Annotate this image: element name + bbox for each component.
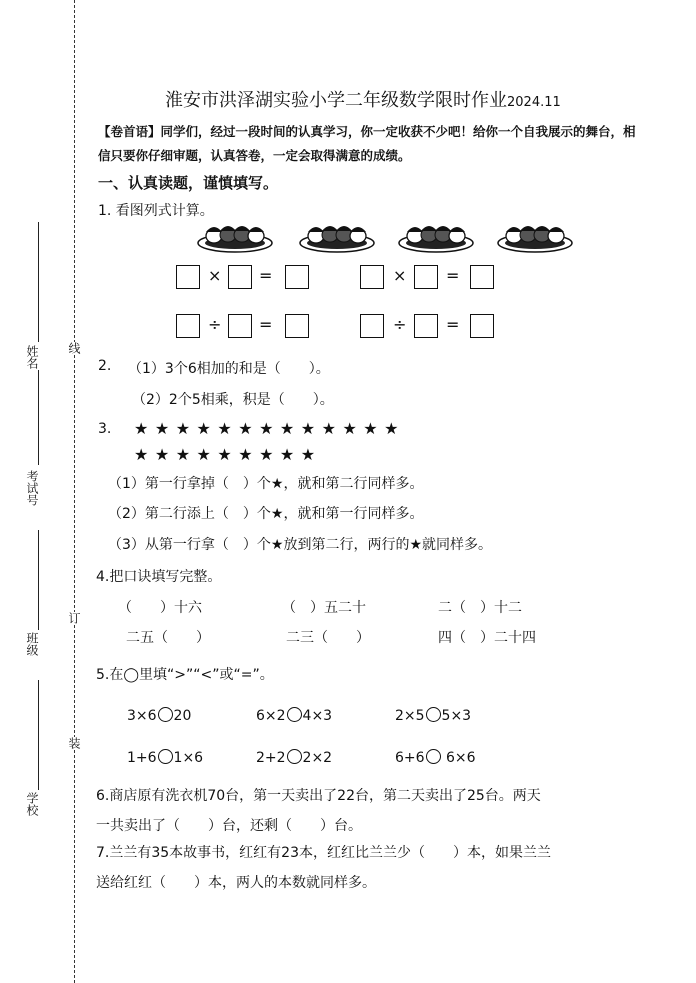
compare-right: 1×6 (173, 750, 204, 766)
rhyme-item: 四（ ）二十四 (438, 630, 536, 646)
compare-circle[interactable] (426, 749, 441, 764)
rhyme-item: （ ）五二十 (282, 600, 366, 616)
q1-prompt: 1. 看图列式计算。 (98, 203, 214, 219)
class-label: 班级 (25, 632, 39, 656)
answer-box[interactable] (176, 314, 200, 338)
dumpling-plate-icon (298, 220, 376, 254)
cut-mark-bind: 装 (67, 737, 81, 749)
rhyme-item: （ ）十六 (118, 600, 202, 616)
compare-circle[interactable] (287, 707, 302, 722)
answer-box[interactable] (285, 314, 309, 338)
compare-circle[interactable] (158, 749, 173, 764)
school-label: 学校 (25, 792, 39, 816)
compare-right: 4×3 (302, 708, 333, 724)
rhyme-item: 二三（ ） (286, 630, 370, 646)
dumpling-plate-icon (496, 220, 574, 254)
compare-left: 2+2 (256, 750, 286, 766)
compare-right: 5×3 (441, 708, 472, 724)
class-fill-line (38, 530, 39, 630)
dumpling-plate-icon (196, 220, 274, 254)
q7-line1: 7.兰兰有35本故事书，红红有23本，红红比兰兰少（ ）本，如果兰兰 (96, 845, 551, 861)
compare-right: 6×6 (446, 750, 476, 766)
exam-number-fill-line (38, 370, 39, 465)
answer-box[interactable] (285, 265, 309, 289)
name-label: 姓名 (25, 345, 39, 369)
compare-item (256, 749, 332, 766)
q3-sub2: （2）第二行添上（ ）个★，就和第一行同样多。 (108, 506, 424, 522)
q6-line2: 一共卖出了（ ）台，还剩（ ）台。 (96, 818, 362, 834)
dumpling-plate-icon (397, 220, 475, 254)
q3-number: 3. (98, 421, 112, 437)
compare-item (127, 749, 203, 766)
star-row-2: ★★★★★★★★★ (134, 445, 322, 464)
rhyme-item: 二五（ ） (126, 630, 210, 646)
answer-box[interactable] (228, 265, 252, 289)
exam-number-label: 考试号 (25, 470, 39, 506)
equals-sign: = (446, 266, 460, 285)
compare-right: 20 (173, 708, 192, 724)
q3-sub3: （3）从第一行拿（ ）个★放到第二行，两行的★就同样多。 (108, 537, 493, 553)
answer-box[interactable] (414, 314, 438, 338)
rhyme-item: 二（ ）十二 (438, 600, 522, 616)
cut-mark-line: 线 (67, 342, 81, 354)
compare-left: 6+6 (395, 750, 425, 766)
q3-sub1: （1）第一行拿掉（ ）个★，就和第二行同样多。 (108, 476, 424, 492)
compare-left: 1+6 (127, 750, 157, 766)
equals-sign: = (259, 315, 273, 334)
compare-circle[interactable] (287, 749, 302, 764)
binding-line (74, 0, 75, 983)
q7-line2: 送给红红（ ）本，两人的本数就同样多。 (96, 875, 376, 891)
equals-sign: = (446, 315, 460, 334)
q2-line2: （2）2个5相乘，积是（ ）。 (132, 392, 334, 408)
answer-box[interactable] (414, 265, 438, 289)
compare-item (256, 707, 332, 724)
answer-box[interactable] (228, 314, 252, 338)
school-fill-line (38, 680, 39, 790)
intro-text: 【卷首语】同学们，经过一段时间的认真学习，你一定收获不少吧！给你一个自我展示的舞台，相信只要你仔细审题，认真答卷，一定会取得满意的成绩。 (98, 124, 636, 163)
compare-left: 6×2 (256, 708, 286, 724)
answer-box[interactable] (176, 265, 200, 289)
compare-item (127, 707, 191, 724)
q4-prompt: 4.把口诀填写完整。 (96, 569, 222, 585)
title-text: 淮安市洪泽湖实验小学二年级数学限时作业 (165, 90, 507, 111)
compare-circle[interactable] (426, 707, 441, 722)
compare-circle[interactable] (158, 707, 173, 722)
compare-right: 2×2 (302, 750, 333, 766)
title-date: 2024.11 (507, 95, 561, 110)
divide-sign: ÷ (393, 315, 407, 334)
q6-line1: 6.商店原有洗衣机70台，第一天卖出了22台，第二天卖出了25台。两天 (96, 788, 541, 804)
compare-item (395, 749, 476, 766)
compare-left: 2×5 (395, 708, 425, 724)
times-sign: × (208, 266, 222, 285)
divide-sign: ÷ (208, 315, 222, 334)
name-fill-line (38, 222, 39, 342)
answer-box[interactable] (470, 265, 494, 289)
q2-line1: （1）3个6相加的和是（ ）。 (128, 361, 330, 377)
page-title (165, 86, 561, 112)
compare-left: 3×6 (127, 708, 157, 724)
q5-prompt: 5.在◯里填“>”“<”或“=”。 (96, 667, 274, 683)
star-row-1: ★★★★★★★★★★★★★ (134, 419, 405, 438)
answer-box[interactable] (360, 314, 384, 338)
section-heading: 一、认真读题，谨慎填写。 (98, 174, 279, 192)
answer-box[interactable] (470, 314, 494, 338)
answer-box[interactable] (360, 265, 384, 289)
q2-number: 2. (98, 358, 112, 374)
equals-sign: = (259, 266, 273, 285)
times-sign: × (393, 266, 407, 285)
cut-mark-staple: 订 (67, 612, 81, 624)
compare-item (395, 707, 471, 724)
